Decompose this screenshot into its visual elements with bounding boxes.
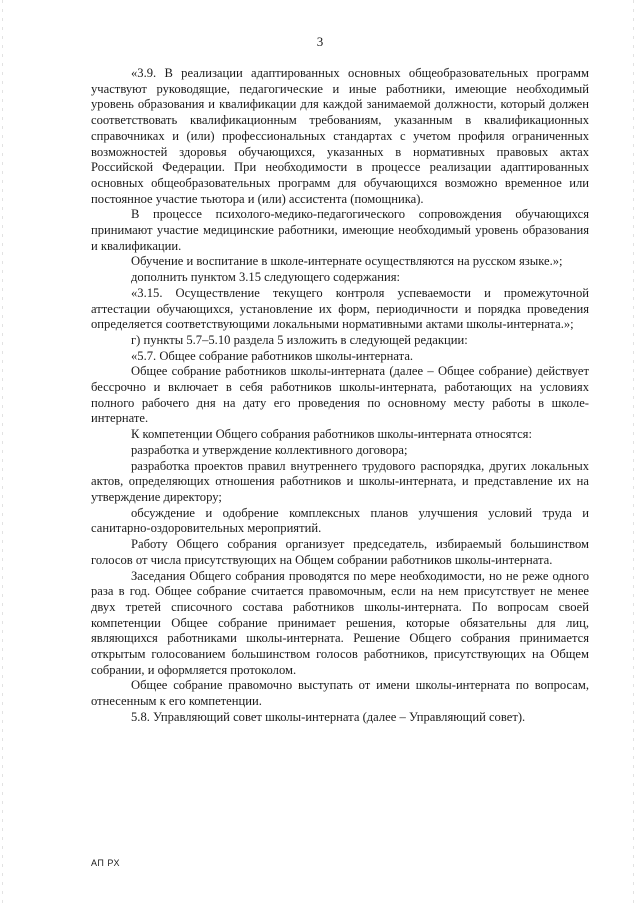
- paragraph-chairman: Работу Общего собрания организует председатель, избираемый большинством голосов от числа присутствующих на Общем собрании работников школы-интерната.: [91, 537, 589, 567]
- paragraph-competence-intro: К компетенции Общего собрания работников школы-интерната относятся:: [131, 427, 532, 442]
- paragraph-competence-2: разработка проектов правил внутреннего трудового распорядка, других локальных актов, определяющих отношения работников и школы-интерната, и представление их на утверждение директору;: [91, 458, 589, 504]
- paragraph-psychological-support: В процессе психолого-медико-педагогического сопровождения обучающихся принимают участие медицинские работники, имеющие необходимый уровень образования и квалификации.: [91, 207, 589, 253]
- paragraph-item-g: г) пункты 5.7–5.10 раздела 5 изложить в следующей редакции:: [131, 332, 468, 347]
- scan-edge-left: [2, 0, 3, 905]
- paragraph-general-meeting: Общее собрание работников школы-интерната (далее – Общее собрание) действует бессрочно и включает в себя работников школы-интерната, работающих на условиях полного рабочего дня на дату его проведения по основному месту работы в школе-интернате.: [91, 364, 589, 426]
- scan-edge-right: [633, 0, 634, 905]
- footer-stamp: АП РХ: [91, 858, 120, 868]
- paragraph-add-3-15: дополнить пунктом 3.15 следующего содержания:: [131, 270, 401, 285]
- document-body: [91, 66, 589, 726]
- paragraph-competence-3: обсуждение и одобрение комплексных планов улучшения условий труда и санитарно-оздоровительных мероприятий.: [91, 505, 589, 536]
- page-number: 3: [316, 34, 324, 49]
- paragraph-meetings: Заседания Общего собрания проводятся по мере необходимости, но не реже одного раза в год. Общее собрание считается правомочным, если на нем присутствует не менее двух третей списочного состава работников школы-интерната. По вопросам своей компетенции Общее собрание принимает решения, которые обязательны для лиц, являющихся работниками школы-интерната. Решение Общего собрания принимается открытым голосованием большинством голосов работников, присутствующих на Общем собрании, и оформляется протоколом.: [91, 568, 589, 677]
- paragraph-authority: Общее собрание правомочно выступать от имени школы-интерната по вопросам, отнесенным к его компетенции.: [91, 678, 589, 709]
- paragraph-5-7-heading: «5.7. Общее собрание работников школы-интерната.: [131, 348, 414, 363]
- paragraph-5-8: 5.8. Управляющий совет школы-интерната (далее – Управляющий совет).: [131, 709, 526, 724]
- paragraph-3-15: «3.15. Осуществление текущего контроля успеваемости и промежуточной аттестации обучающихся, установление их форм, периодичности и порядка проведения определяется соответствующими локальными нормативными актами школы-интерната.»;: [91, 285, 589, 332]
- paragraph-3-9: «3.9. В реализации адаптированных основных общеобразовательных программ участвуют руководящие, педагогические и иные работники, имеющие необходимый уровень образования и квалификации для каждой занимаемой должности, который должен соответствовать квалификационным требованиям, указанным в квалификационных справочниках и (или) профессиональных стандартах с учетом профиля ограниченных возможностей здоровья обучающихся, указанных в нормативных правовых актах Российской Федерации. При необходимости в процессе реализации адаптированных основных общеобразовательных программ для обучающихся возможно временное или постоянное участие тьютора и (или) ассистента (помощника).: [91, 66, 589, 206]
- paragraph-language: Обучение и воспитание в школе-интернате осуществляются на русском языке.»;: [131, 254, 563, 269]
- paragraph-competence-1: разработка и утверждение коллективного договора;: [131, 442, 408, 457]
